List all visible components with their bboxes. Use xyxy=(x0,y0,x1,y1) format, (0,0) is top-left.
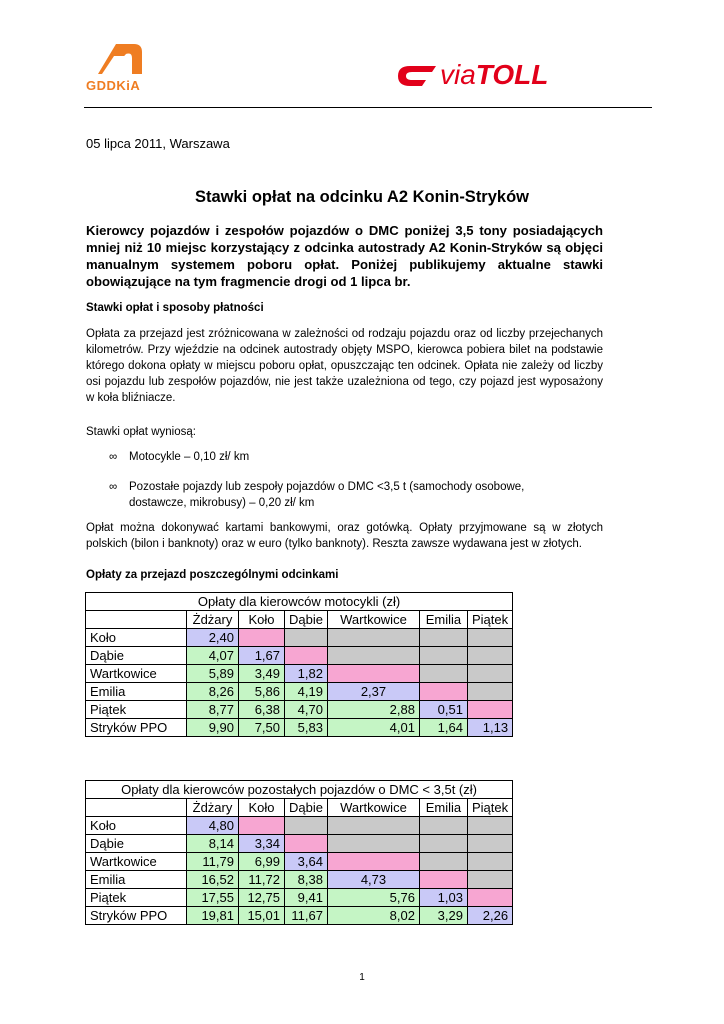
column-header: Żdżary xyxy=(187,799,239,817)
fee-cell: 7,50 xyxy=(239,719,285,737)
fee-cell: 4,19 xyxy=(285,683,328,701)
empty-cell xyxy=(327,853,419,871)
table-row xyxy=(86,871,513,889)
row-label: Stryków PPO xyxy=(86,907,187,925)
column-header: Koło xyxy=(239,611,285,629)
empty-cell xyxy=(467,871,512,889)
fee-cell: 3,29 xyxy=(419,907,467,925)
table-row xyxy=(86,701,513,719)
empty-cell xyxy=(285,629,328,647)
fee-cell: 3,34 xyxy=(239,835,285,853)
viatoll-swoosh-icon xyxy=(396,62,438,90)
row-label: Emilia xyxy=(86,871,187,889)
empty-cell xyxy=(467,853,512,871)
viatoll-logo xyxy=(396,58,576,94)
empty-cell xyxy=(467,817,512,835)
fee-cell: 8,38 xyxy=(285,871,328,889)
empty-cell xyxy=(419,665,467,683)
fee-cell: 2,40 xyxy=(187,629,239,647)
empty-cell xyxy=(467,647,512,665)
empty-cell xyxy=(419,629,467,647)
table-caption: Opłaty dla kierowców motocykli (zł) xyxy=(86,593,513,611)
gddkia-logo-text: GDDKiA xyxy=(86,78,141,93)
empty-cell xyxy=(239,817,285,835)
table-caption: Opłaty dla kierowców pozostałych pojazdów o DMC < 3,5t (zł) xyxy=(86,781,513,799)
row-label: Emilia xyxy=(86,683,187,701)
viatoll-via-text: via xyxy=(440,59,476,90)
fee-cell: 3,49 xyxy=(239,665,285,683)
row-label: Koło xyxy=(86,629,187,647)
table-row xyxy=(86,817,513,835)
gddkia-logo xyxy=(84,40,164,100)
column-header: Dąbie xyxy=(285,799,328,817)
empty-cell xyxy=(327,817,419,835)
header-empty-cell xyxy=(86,611,187,629)
fee-cell: 5,86 xyxy=(239,683,285,701)
empty-cell xyxy=(467,683,512,701)
fee-cell: 1,13 xyxy=(467,719,512,737)
fee-cell: 4,73 xyxy=(327,871,419,889)
fee-cell: 19,81 xyxy=(187,907,239,925)
empty-cell xyxy=(327,629,419,647)
table-row xyxy=(86,647,513,665)
fee-cell: 11,72 xyxy=(239,871,285,889)
header-divider xyxy=(84,107,652,108)
empty-cell xyxy=(419,853,467,871)
empty-cell xyxy=(419,871,467,889)
fee-cell: 1,64 xyxy=(419,719,467,737)
row-label: Wartkowice xyxy=(86,853,187,871)
fee-cell: 5,89 xyxy=(187,665,239,683)
empty-cell xyxy=(327,665,419,683)
table-row xyxy=(86,907,513,925)
lead-paragraph: Kierowcy pojazdów i zespołów pojazdów o DMC poniżej 3,5 tony posiadających mniej niż 10 miejsc korzystający z odcinka autostrady A2 Konin-Stryków są objęci manualnym systemem poboru opłat. Poniżej publikujemy aktualne stawki obowiązujące na tym fragmencie drogi od 1 lipca br. xyxy=(86,223,603,289)
fee-cell: 9,41 xyxy=(285,889,328,907)
column-header: Wartkowice xyxy=(327,611,419,629)
empty-cell xyxy=(467,629,512,647)
row-label: Stryków PPO xyxy=(86,719,187,737)
bullet-text: Motocykle – 0,10 zł/ km xyxy=(129,451,250,463)
fee-cell: 16,52 xyxy=(187,871,239,889)
fee-cell: 1,03 xyxy=(419,889,467,907)
row-label: Koło xyxy=(86,817,187,835)
page-title: Stawki opłat na odcinku A2 Konin-Stryków xyxy=(194,188,529,206)
empty-cell xyxy=(419,835,467,853)
fees-table-motorcycles xyxy=(85,592,513,737)
table-row xyxy=(86,889,513,907)
empty-cell xyxy=(285,817,328,835)
fee-cell: 8,26 xyxy=(187,683,239,701)
column-header: Emilia xyxy=(419,611,467,629)
empty-cell xyxy=(327,647,419,665)
fee-cell: 6,38 xyxy=(239,701,285,719)
fee-cell: 17,55 xyxy=(187,889,239,907)
fee-cell: 4,70 xyxy=(285,701,328,719)
row-label: Piątek xyxy=(86,701,187,719)
row-label: Piątek xyxy=(86,889,187,907)
empty-cell xyxy=(467,889,512,907)
fee-cell: 5,83 xyxy=(285,719,328,737)
fee-cell: 4,01 xyxy=(327,719,419,737)
table-row xyxy=(86,665,513,683)
fee-cell: 2,37 xyxy=(327,683,419,701)
table-row xyxy=(86,629,513,647)
empty-cell xyxy=(239,629,285,647)
fee-cell: 8,14 xyxy=(187,835,239,853)
section-heading-fees: Opłaty za przejazd poszczególnymi odcinkami xyxy=(86,569,339,581)
column-header: Żdżary xyxy=(187,611,239,629)
fees-table-other-vehicles xyxy=(85,780,513,925)
column-header: Piątek xyxy=(467,799,512,817)
header-empty-cell xyxy=(86,799,187,817)
row-label: Dąbie xyxy=(86,647,187,665)
table-row xyxy=(86,835,513,853)
table-row xyxy=(86,683,513,701)
fee-cell: 8,77 xyxy=(187,701,239,719)
fee-cell: 11,67 xyxy=(285,907,328,925)
empty-cell xyxy=(285,835,328,853)
empty-cell xyxy=(419,683,467,701)
column-header: Wartkowice xyxy=(327,799,419,817)
fee-cell: 6,99 xyxy=(239,853,285,871)
section-heading-rates: Stawki opłat i sposoby płatności xyxy=(86,302,264,314)
fee-cell: 5,76 xyxy=(327,889,419,907)
empty-cell xyxy=(467,665,512,683)
bullet-icon: ∞ xyxy=(109,481,118,493)
fee-cell: 4,80 xyxy=(187,817,239,835)
payment-paragraph: Opłat można dokonywać kartami bankowymi, oraz gotówką. Opłaty przyjmowane są w złotych polskich (bilon i banknoty) oraz w euro (tylko banknoty). Reszta zawsze wydawana jest w złotych. xyxy=(86,522,603,550)
rates-intro: Stawki opłat wyniosą: xyxy=(86,426,196,438)
fee-cell: 15,01 xyxy=(239,907,285,925)
row-label: Dąbie xyxy=(86,835,187,853)
fee-cell: 11,79 xyxy=(187,853,239,871)
empty-cell xyxy=(419,647,467,665)
fee-cell: 8,02 xyxy=(327,907,419,925)
fee-cell: 0,51 xyxy=(419,701,467,719)
fee-cell: 9,90 xyxy=(187,719,239,737)
page-number: 1 xyxy=(359,972,365,983)
fee-cell: 2,26 xyxy=(467,907,512,925)
fee-cell: 1,82 xyxy=(285,665,328,683)
fee-cell: 3,64 xyxy=(285,853,328,871)
date-line: 05 lipca 2011, Warszawa xyxy=(86,136,230,151)
column-header: Koło xyxy=(239,799,285,817)
empty-cell xyxy=(285,647,328,665)
viatoll-toll-text: TOLL xyxy=(475,59,549,90)
table-row xyxy=(86,719,513,737)
bullet-text: Pozostałe pojazdy lub zespoły pojazdów o DMC <3,5 t (samochody osobowe, dostawcze, mikrobusy) – 0,20 zł/ km xyxy=(129,481,525,509)
table-row xyxy=(86,853,513,871)
column-header: Dąbie xyxy=(285,611,328,629)
fee-cell: 2,88 xyxy=(327,701,419,719)
empty-cell xyxy=(419,817,467,835)
fee-cell: 12,75 xyxy=(239,889,285,907)
empty-cell xyxy=(327,835,419,853)
fee-cell: 4,07 xyxy=(187,647,239,665)
bullet-icon: ∞ xyxy=(109,451,118,463)
rates-description: Opłata za przejazd jest zróżnicowana w zależności od rodzaju pojazdu oraz od liczby przejechanych kilometrów. Przy wjeździe na odcinek autostrady objęty MSPO, kierowca pobiera bilet na podstawie którego dokona opłaty w miejscu poboru opłat, opuszczając ten odcinek. Opłata nie zależy od liczby osi pojazdu lub zespołów pojazdów, nie jest także uzależniona od tego, czy pojazd jest wyposażony w koła bliźniacze. xyxy=(86,328,603,404)
row-label: Wartkowice xyxy=(86,665,187,683)
fee-cell: 1,67 xyxy=(239,647,285,665)
empty-cell xyxy=(467,701,512,719)
empty-cell xyxy=(467,835,512,853)
column-header: Emilia xyxy=(419,799,467,817)
column-header: Piątek xyxy=(467,611,512,629)
